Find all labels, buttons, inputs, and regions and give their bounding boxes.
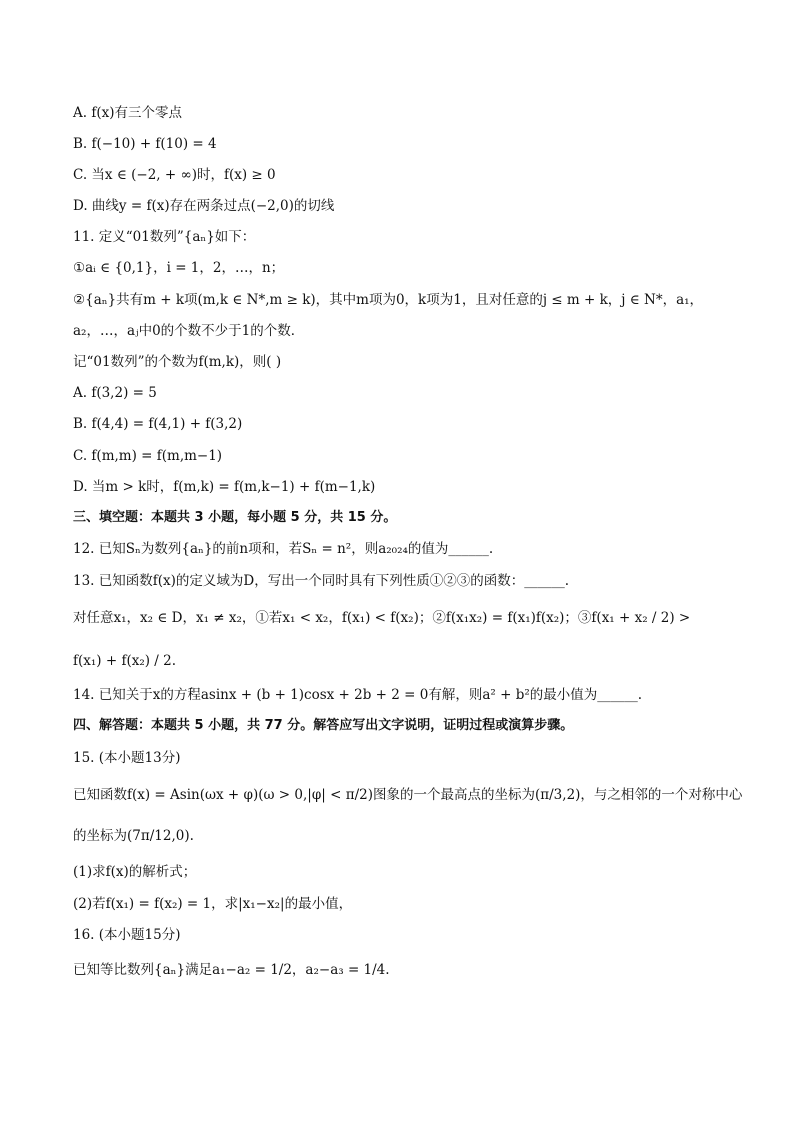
question-15-statement-cont: 的坐标为(7π/12,0). — [73, 828, 194, 844]
option-10a: A. f(x)有三个零点 — [73, 105, 182, 121]
question-15-part-1: (1)求f(x)的解析式； — [73, 864, 197, 880]
question-11: 11. 定义“01数列”{aₙ}如下： — [73, 229, 256, 245]
question-11-note: 记“01数列”的个数为f(m,k)，则( ) — [73, 354, 282, 370]
question-15: 15. (本小题13分) — [73, 750, 181, 766]
option-10d: D. 曲线y = f(x)存在两条过点(−2,0)的切线 — [73, 198, 335, 214]
option-11d: D. 当m > k时，f(m,k) = f(m,k−1) + f(m−1,k) — [73, 479, 376, 495]
question-13-properties: 对任意x₁，x₂ ∈ D，x₁ ≠ x₂，①若x₁ < x₂，f(x₁) < f(x₂)；②f(x₁x₂) = f(x₁)f(x₂)；③f(x₁ + x₂ / 2) > — [73, 610, 691, 626]
question-11-condition-2: ②{aₙ}共有m + k项(m,k ∈ N*,m ≥ k)，其中m项为0，k项为1，且对任意的j ≤ m + k，j ∈ N*，a₁， — [73, 292, 704, 308]
question-13: 13. 已知函数f(x)的定义域为D，写出一个同时具有下列性质①②③的函数：______. — [73, 573, 570, 589]
option-11a: A. f(3,2) = 5 — [73, 385, 157, 401]
question-13-properties-cont: f(x₁) + f(x₂) / 2. — [73, 653, 177, 669]
question-16-statement: 已知等比数列{aₙ}满足a₁−a₂ = 1/2，a₂−a₃ = 1/4. — [73, 962, 390, 978]
option-11c: C. f(m,m) = f(m,m−1) — [73, 448, 223, 464]
option-11b: B. f(4,4) = f(4,1) + f(3,2) — [73, 416, 243, 432]
question-16: 16. (本小题15分) — [73, 927, 181, 943]
question-15-part-2: (2)若f(x₁) = f(x₂) = 1，求|x₁−x₂|的最小值， — [73, 896, 353, 912]
section-4-heading: 四、解答题：本题共 5 小题，共 77 分。解答应写出文字说明，证明过程或演算步骤。 — [73, 718, 574, 733]
section-3-heading: 三、填空题：本题共 3 小题，每小题 5 分，共 15 分。 — [73, 510, 397, 525]
option-10b: B. f(−10) + f(10) = 4 — [73, 136, 217, 152]
question-11-condition-1: ①aᵢ ∈ {0,1}，i = 1，2，…，n； — [73, 260, 285, 276]
question-12: 12. 已知Sₙ为数列{aₙ}的前n项和，若Sₙ = n²，则a₂₀₂₄的值为______. — [73, 541, 494, 557]
question-15-statement: 已知函数f(x) = Asin(ωx + φ)(ω > 0,|φ| < π/2)图象的一个最高点的坐标为(π/3,2)，与之相邻的一个对称中心 — [73, 787, 743, 803]
question-14: 14. 已知关于x的方程asinx + (b + 1)cosx + 2b + 2 = 0有解，则a² + b²的最小值为______. — [73, 687, 643, 703]
question-11-condition-2-cont: a₂，…，aⱼ中0的个数不少于1的个数． — [73, 323, 305, 339]
option-10c: C. 当x ∈ (−2, + ∞)时，f(x) ≥ 0 — [73, 167, 276, 183]
